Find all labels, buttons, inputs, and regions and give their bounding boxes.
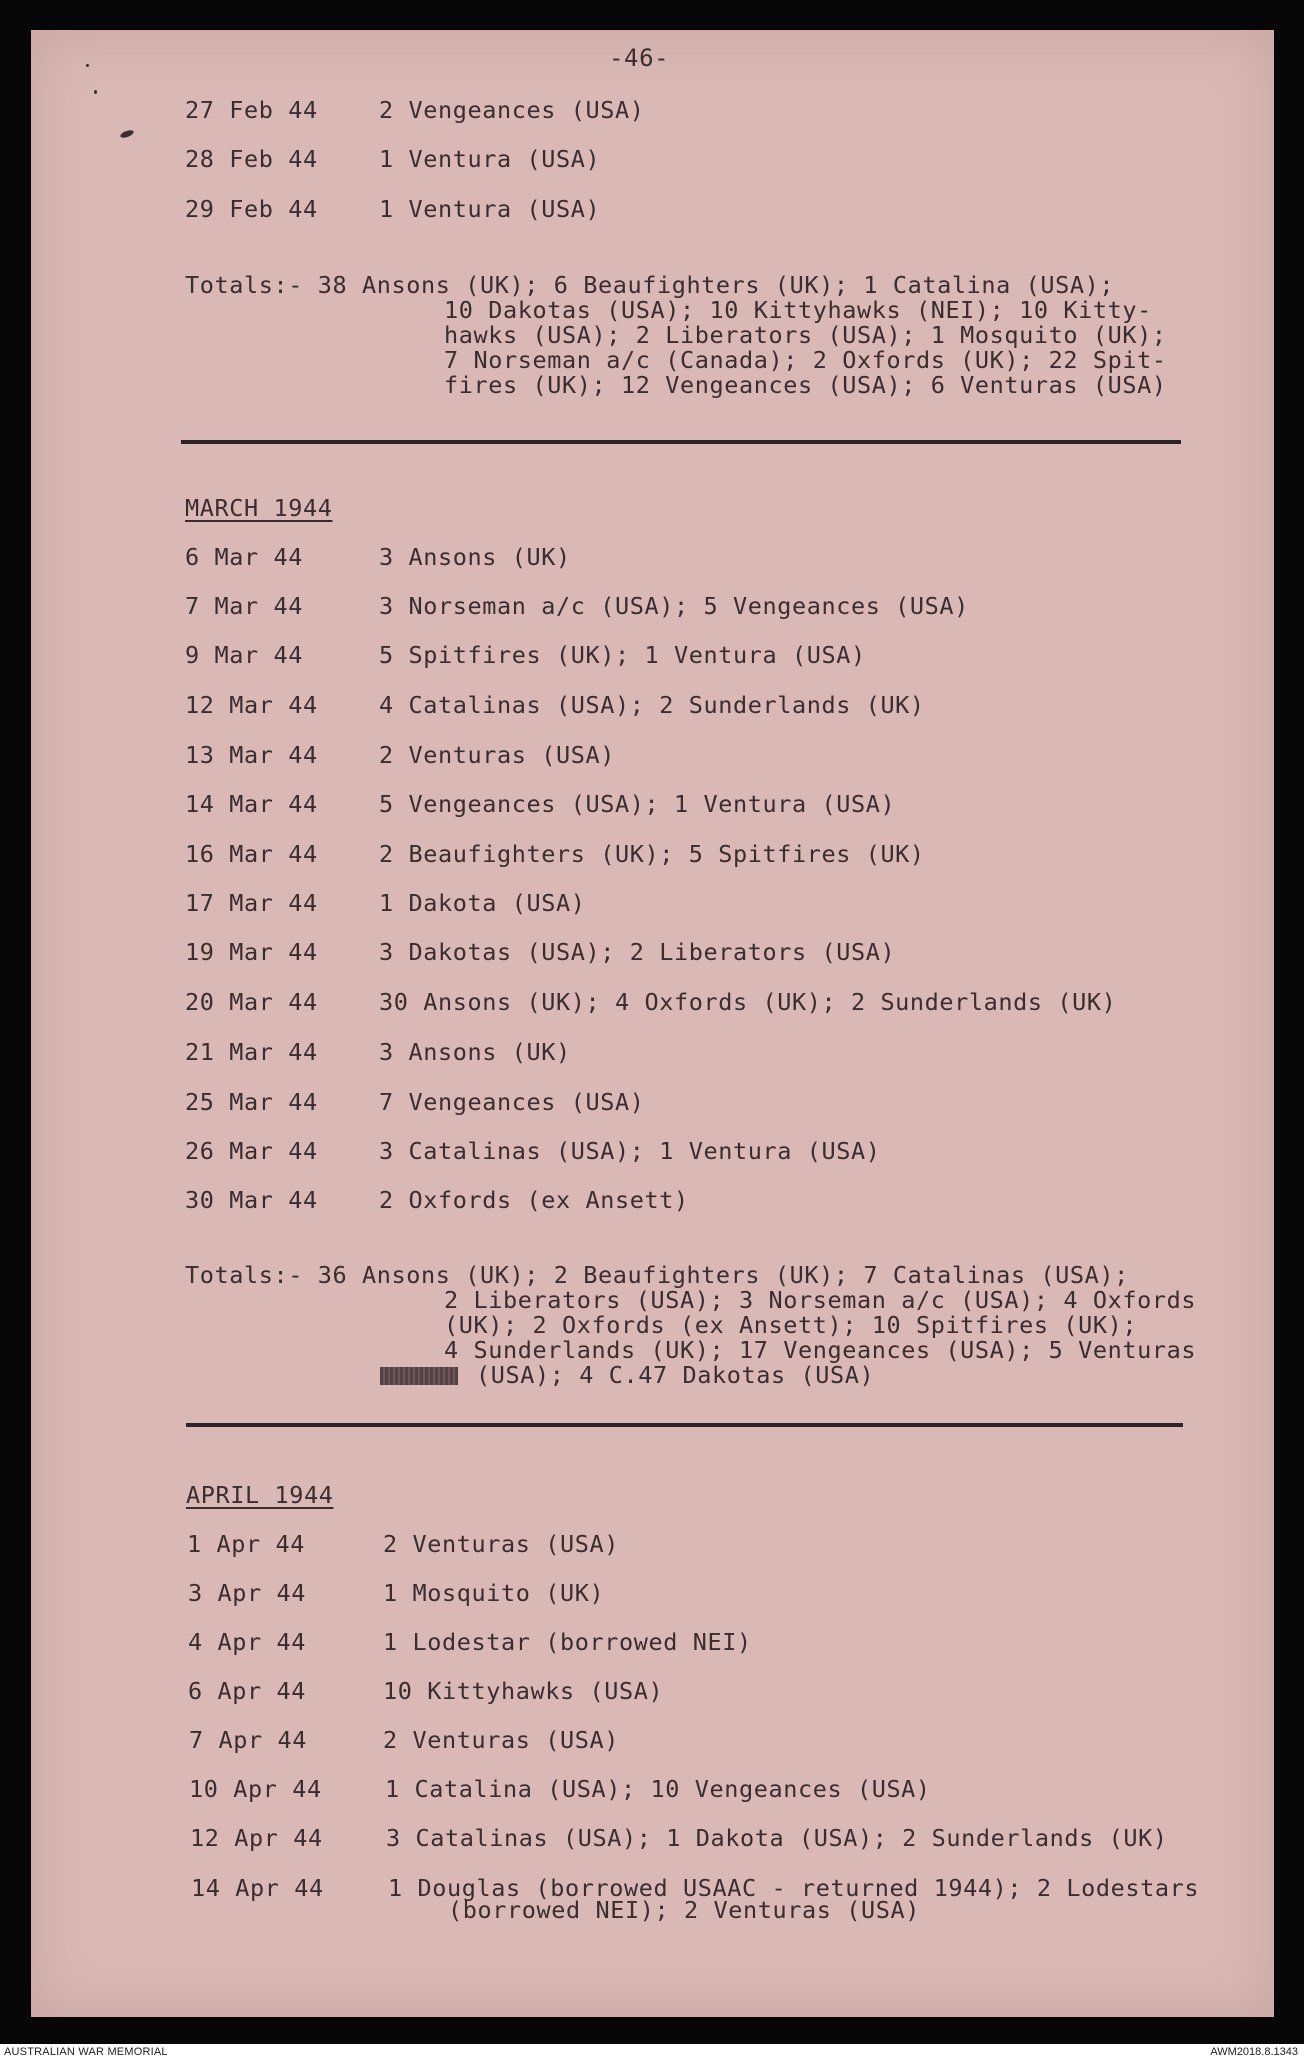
entry-date: 28 Feb 44 [185, 145, 318, 173]
entry-date: 1 Apr 44 [187, 1530, 305, 1558]
entry-date: 6 Mar 44 [185, 543, 303, 571]
entry-date: 14 Mar 44 [185, 790, 318, 818]
entry-text: 1 Ventura (USA) [379, 145, 601, 173]
entry-date: 30 Mar 44 [185, 1186, 318, 1214]
entry-text: 2 Beaufighters (UK); 5 Spitfires (UK) [379, 840, 925, 868]
footer-institution: AUSTRALIAN WAR MEMORIAL [4, 2046, 168, 2058]
section-heading-april: APRIL 1944 [186, 1481, 334, 1509]
entry-text: 3 Catalinas (USA); 1 Dakota (USA); 2 Sunderlands (UK) [386, 1824, 1168, 1852]
entry-date: 20 Mar 44 [185, 988, 318, 1016]
page-number: -46- [609, 44, 670, 72]
entry-text: 5 Vengeances (USA); 1 Ventura (USA) [379, 790, 896, 818]
entry-date: 27 Feb 44 [185, 96, 318, 124]
section-heading-march: MARCH 1944 [185, 494, 333, 522]
totals-line: 4 Sunderlands (UK); 17 Vengeances (USA); 5 Venturas [444, 1336, 1197, 1364]
entry-date: 6 Apr 44 [188, 1677, 306, 1705]
entry-text: 1 Douglas (borrowed USAAC - returned 1944); 2 Lodestars [388, 1874, 1200, 1902]
entry-date: 19 Mar 44 [185, 938, 318, 966]
entry-text: 1 Dakota (USA) [379, 889, 586, 917]
totals-line: Totals:- 38 Ansons (UK); 6 Beaufighters (UK); 1 Catalina (USA); [185, 271, 1115, 299]
entry-date: 9 Mar 44 [185, 641, 303, 669]
ink-mark [86, 64, 89, 67]
entry-date: 21 Mar 44 [185, 1038, 318, 1066]
entry-date: 17 Mar 44 [185, 889, 318, 917]
entry-text: 3 Ansons (UK) [379, 1038, 571, 1066]
entry-date: 25 Mar 44 [185, 1088, 318, 1116]
entry-date: 14 Apr 44 [191, 1874, 324, 1902]
entry-text: 1 Catalina (USA); 10 Vengeances (USA) [385, 1775, 931, 1803]
totals-line: (USA); 4 C.47 Dakotas (USA) [476, 1361, 875, 1389]
entry-text: 2 Venturas (USA) [383, 1530, 619, 1558]
entry-text: 1 Lodestar (borrowed NEI) [383, 1628, 752, 1656]
entry-text: 4 Catalinas (USA); 2 Sunderlands (UK) [379, 691, 925, 719]
entry-date: 16 Mar 44 [185, 840, 318, 868]
entry-date: 10 Apr 44 [189, 1775, 322, 1803]
totals-line: (UK); 2 Oxfords (ex Ansett); 10 Spitfires (UK); [444, 1311, 1138, 1339]
entry-date: 29 Feb 44 [185, 195, 318, 223]
entry-text: 3 Dakotas (USA); 2 Liberators (USA) [379, 938, 896, 966]
entry-date: 12 Apr 44 [190, 1824, 323, 1852]
entry-date: 26 Mar 44 [185, 1137, 318, 1165]
entry-text: 1 Ventura (USA) [379, 195, 601, 223]
entry-text: 5 Spitfires (UK); 1 Ventura (USA) [379, 641, 866, 669]
entry-text: 2 Venturas (USA) [379, 741, 615, 769]
entry-date: 3 Apr 44 [188, 1579, 306, 1607]
entry-text: 7 Vengeances (USA) [379, 1088, 645, 1116]
entry-date: 12 Mar 44 [185, 691, 318, 719]
entry-date: 7 Apr 44 [189, 1726, 307, 1754]
entry-text: 30 Ansons (UK); 4 Oxfords (UK); 2 Sunderlands (UK) [379, 988, 1117, 1016]
totals-line: Totals:- 36 Ansons (UK); 2 Beaufighters (UK); 7 Catalinas (USA); [185, 1261, 1129, 1289]
entry-text: 3 Catalinas (USA); 1 Ventura (USA) [379, 1137, 881, 1165]
entry-text: 2 Vengeances (USA) [379, 96, 645, 124]
entry-text: 10 Kittyhawks (USA) [383, 1677, 664, 1705]
entry-continuation: (borrowed NEI); 2 Venturas (USA) [448, 1896, 920, 1924]
entry-text: 3 Norseman a/c (USA); 5 Vengeances (USA) [379, 592, 969, 620]
entry-date: 4 Apr 44 [188, 1628, 306, 1656]
struck-out-text [380, 1367, 458, 1385]
entry-text: 2 Oxfords (ex Ansett) [379, 1186, 689, 1214]
entry-text: 1 Mosquito (UK) [383, 1579, 605, 1607]
totals-line: hawks (USA); 2 Liberators (USA); 1 Mosquito (UK); [444, 321, 1167, 349]
footer-reference: AWM2018.8.1343 [1210, 2046, 1298, 2058]
entry-text: 2 Venturas (USA) [383, 1726, 619, 1754]
entry-date: 13 Mar 44 [185, 741, 318, 769]
document-page [31, 30, 1274, 2017]
ink-mark [94, 90, 97, 94]
totals-line: 7 Norseman a/c (Canada); 2 Oxfords (UK); 22 Spit- [444, 346, 1167, 374]
totals-line: fires (UK); 12 Vengeances (USA); 6 Venturas (USA) [444, 371, 1167, 399]
entry-date: 7 Mar 44 [185, 592, 303, 620]
section-divider [181, 440, 1181, 444]
totals-line: 10 Dakotas (USA); 10 Kittyhawks (NEI); 10 Kitty- [444, 296, 1152, 324]
totals-line: 2 Liberators (USA); 3 Norseman a/c (USA); 4 Oxfords [444, 1286, 1197, 1314]
ink-mark [119, 129, 134, 139]
entry-text: 3 Ansons (UK) [379, 543, 571, 571]
section-divider [186, 1423, 1183, 1427]
